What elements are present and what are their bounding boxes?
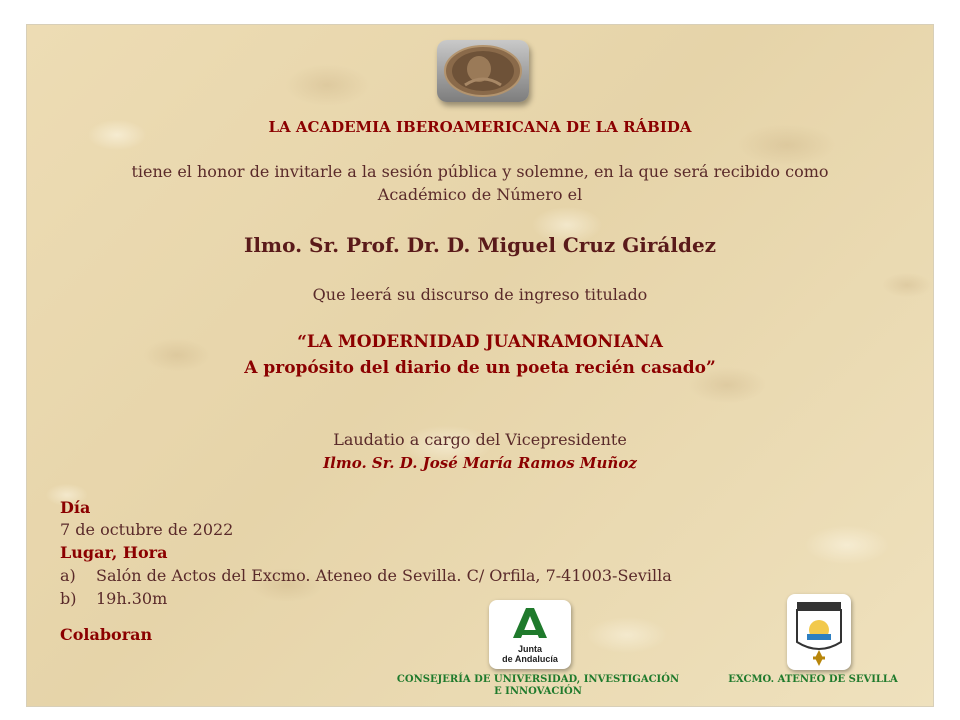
ateneo-caption: EXCMO. ATENEO DE SEVILLA (728, 674, 898, 685)
honoree-name: Ilmo. Sr. Prof. Dr. D. Miguel Cruz Giráldez (243, 233, 717, 257)
junta-arch-icon (489, 600, 571, 646)
day-label: Día (60, 498, 91, 517)
laudatio-intro: Laudatio a cargo del Vicepresidente (333, 430, 627, 449)
details-day (60, 498, 90, 517)
junta-caption-line-1: CONSEJERÍA DE UNIVERSIDAD, INVESTIGACIÓN (396, 674, 680, 685)
academy-medal-logo (437, 40, 529, 102)
day-value: 7 de octubre de 2022 (60, 520, 234, 539)
laudatio-name: Ilmo. Sr. D. José María Ramos Muñoz (323, 454, 637, 472)
invitation-line-1: tiene el honor de invitarle a la sesión pública y solemne, en la que será recibido como (131, 162, 829, 181)
institution-name: LA ACADEMIA IBEROAMERICANA DE LA RÁBIDA (268, 118, 692, 136)
lecture-title-line-1: “LA MODERNIDAD JUANRAMONIANA (297, 332, 663, 352)
junta-logo-text-line-2: de Andalucía (502, 654, 558, 664)
details-collaborators (60, 625, 152, 644)
details-place (60, 543, 167, 562)
medal-emblem (441, 43, 525, 99)
detail-item-b (60, 589, 167, 608)
item-letter: b) (60, 589, 77, 608)
item-letter: a) (60, 566, 76, 585)
item-text: 19h.30m (96, 589, 168, 608)
lecture-title-line-2: A propósito del diario de un poeta recién casado” (244, 358, 716, 378)
lecture-intro: Que leerá su discurso de ingreso titulado (312, 285, 648, 304)
collaborators-label: Colaboran (60, 625, 153, 644)
ateneo-sevilla-logo (787, 594, 851, 670)
junta-logo-text-line-1: Junta (517, 644, 542, 654)
junta-logo-text (489, 644, 571, 664)
junta-caption-line-2: E INNOVACIÓN (494, 686, 582, 697)
invitation-line-2: Académico de Número el (377, 185, 583, 204)
item-text: Salón de Actos del Excmo. Ateneo de Sevilla. C/ Orfila, 7-41003-Sevilla (96, 566, 672, 585)
place-label: Lugar, Hora (60, 543, 168, 562)
ateneo-crest-icon (787, 594, 851, 670)
detail-item-a (60, 566, 672, 585)
junta-caption (388, 674, 688, 698)
junta-andalucia-logo (489, 600, 571, 669)
